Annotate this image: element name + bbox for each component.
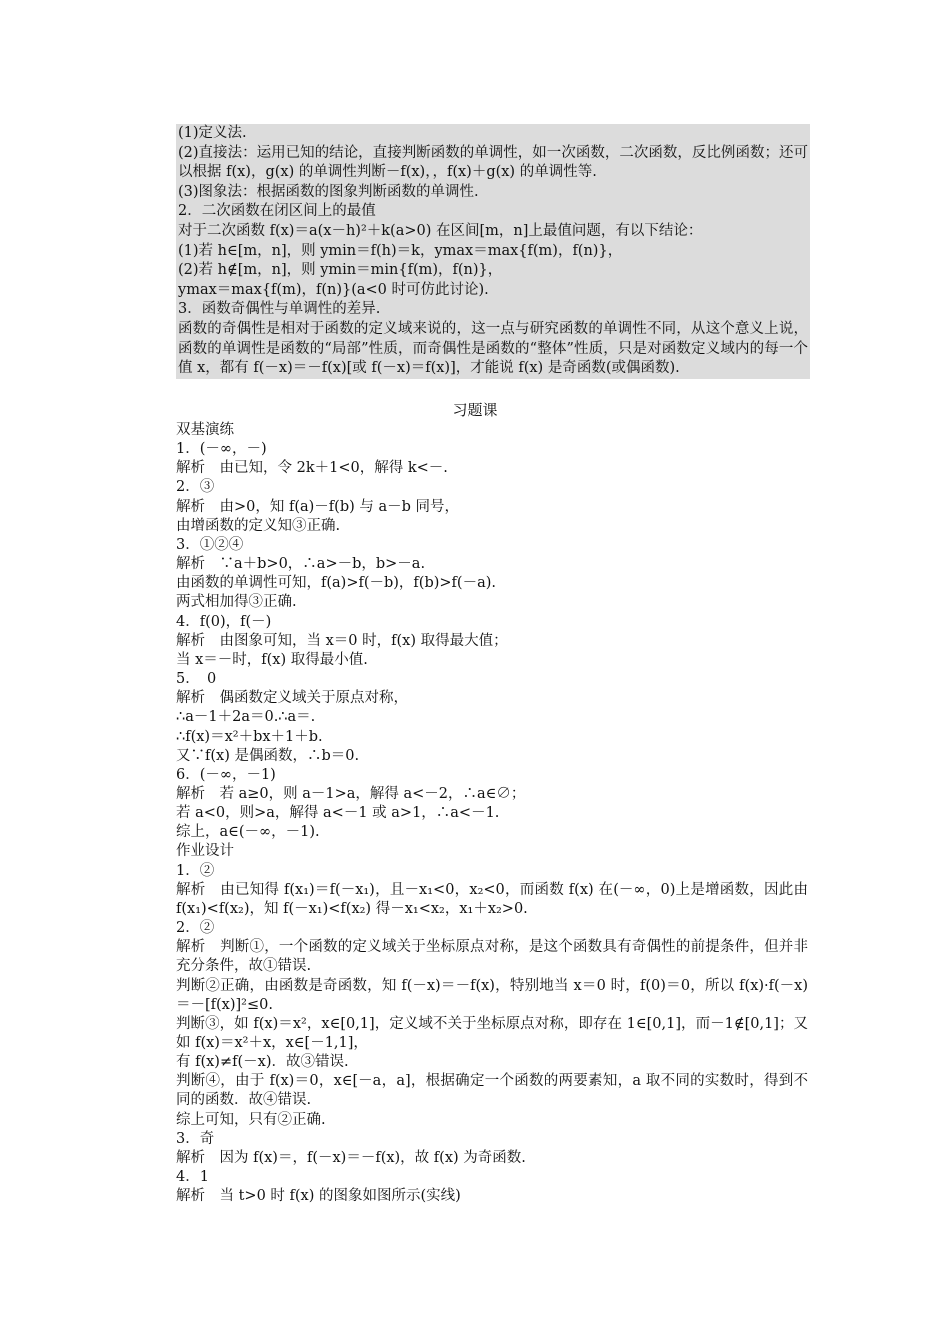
body-line: 解析 当 t>0 时 f(x) 的图象如图所示(实线)	[176, 1188, 461, 1205]
body-line: 解析 由已知，令 2k＋1<0，解得 k<－.	[176, 460, 448, 477]
body-line: 4．1	[176, 1169, 209, 1186]
body-line: 判断②正确，由函数是奇函数，知 f(－x)＝－f(x)，特别地当 x＝0 时，f(0)＝0，所以 f(x)·f(－x)＝－[f(x)]²≤0.	[176, 977, 808, 1013]
summary-line: 2．二次函数在闭区间上的最值	[178, 203, 376, 220]
body-line: 解析 由>0，知 f(a)－f(b) 与 a－b 同号，	[176, 498, 460, 515]
body-line: 3．奇	[176, 1130, 215, 1147]
body-line: 又∵f(x) 是偶函数，∴b＝0.	[176, 747, 360, 764]
body-line: 1．(－∞，－)	[176, 441, 267, 458]
summary-line: (2)直接法：运用已知的结论，直接判断函数的单调性，如一次函数，二次函数，反比例函数；还可以根据 f(x)，g(x) 的单调性判断－f(x)，，f(x)＋g(x) 的单调性等.	[178, 144, 808, 181]
summary-line: 函数的奇偶性是相对于函数的定义域来说的，这一点与研究函数的单调性不同，从这个意义上说，函数的单调性是函数的“局部”性质，而奇偶性是函数的“整体”性质，只是对函数定义域内的每一个值 x，都有 f(－x)＝－f(x)[或 f(－x)＝f(x)]，才能说 f(x) 是奇函数(或偶函数).	[178, 320, 808, 377]
body-line: 解析 由已知得 f(x₁)＝f(－x₁)，且－x₁<0，x₂<0，而函数 f(x) 在(－∞，0)上是增函数，因此由 f(x₁)<f(x₂)，知 f(－x₁)<f(x₂) 得－x₁<x₂，x₁＋x₂>0.	[176, 881, 808, 917]
body-line: 作业设计	[176, 843, 234, 860]
body-line: 解析 判断①，一个函数的定义域关于坐标原点对称，是这个函数具有奇偶性的前提条件，但并非充分条件，故①错误.	[176, 939, 808, 975]
summary-line: (1)定义法.	[178, 125, 247, 141]
body-line: ∴a－1＋2a＝0.∴a＝.	[176, 709, 316, 726]
body-line: 2．②	[176, 920, 215, 937]
body-line: 解析 若 a≥0，则 a－1>a，解得 a<－2，∴a∈∅；	[176, 785, 526, 802]
body-line: 判断④，由于 f(x)＝0，x∈[－a，a]，根据确定一个函数的两要素知，a 取不同的实数时，得到不同的函数．故④错误.	[176, 1073, 808, 1109]
body-line: 解析 ∵a＋b>0，∴a>－b，b>－a.	[176, 556, 426, 573]
body-line: 6．(－∞，－1)	[176, 766, 276, 783]
body-line: 有 f(x)≠f(－x)．故③错误.	[176, 1054, 349, 1071]
summary-line: ymax＝max{f(m)，f(n)}(a<0 时可仿此讨论).	[178, 281, 489, 298]
body-line: 解析 因为 f(x)＝，f(－x)＝－f(x)，故 f(x) 为奇函数.	[176, 1149, 526, 1166]
summary-line: 3．函数奇偶性与单调性的差异.	[178, 301, 381, 318]
exercise-body	[176, 421, 808, 1206]
summary-line: (2)若 h∉[m，n]，则 ymin＝min{f(m)，f(n)}，	[178, 262, 503, 279]
summary-line: 对于二次函数 f(x)＝a(x－h)²＋k(a>0) 在区间[m，n]上最值问题，有以下结论：	[178, 222, 703, 239]
body-line: 由增函数的定义知③正确.	[176, 517, 341, 534]
body-line: 解析 偶函数定义域关于原点对称，	[176, 690, 408, 707]
summary-box	[176, 124, 810, 379]
summary-line: (3)图象法：根据函数的图象判断函数的单调性.	[178, 183, 479, 200]
body-line: 3．①②④	[176, 536, 244, 553]
body-line: 当 x＝－时，f(x) 取得最小值.	[176, 651, 368, 668]
body-line: 综上可知，只有②正确.	[176, 1111, 326, 1128]
body-line: 双基演练	[176, 422, 234, 438]
summary-line: (1)若 h∈[m，n]，则 ymin＝f(h)＝k，ymax＝max{f(m)，f(n)}，	[178, 242, 623, 259]
body-line: 判断③，如 f(x)＝x²，x∈[0,1]，定义域不关于坐标原点对称，即存在 1∈[0,1]，而－1∉[0,1]；又如 f(x)＝x²＋x，x∈[－1,1]，	[176, 1015, 808, 1051]
body-line: 综上，a∈(－∞，－1).	[176, 824, 320, 841]
body-line: 1．②	[176, 862, 215, 879]
body-line: 5． 0	[176, 671, 217, 688]
body-line: 4．f(0)，f(－)	[176, 613, 272, 630]
body-line: 解析 由图象可知，当 x＝0 时，f(x) 取得最大值；	[176, 632, 508, 649]
body-line: ∴f(x)＝x²＋bx＋1＋b.	[176, 728, 323, 745]
body-line: 由函数的单调性可知，f(a)>f(－b)，f(b)>f(－a).	[176, 575, 496, 592]
body-line: 2．③	[176, 479, 215, 496]
section-title: 习题课	[452, 401, 498, 419]
body-line: 若 a<0，则>a，解得 a<－1 或 a>1，∴a<－1.	[176, 805, 500, 822]
body-line: 两式相加得③正确.	[176, 594, 297, 611]
